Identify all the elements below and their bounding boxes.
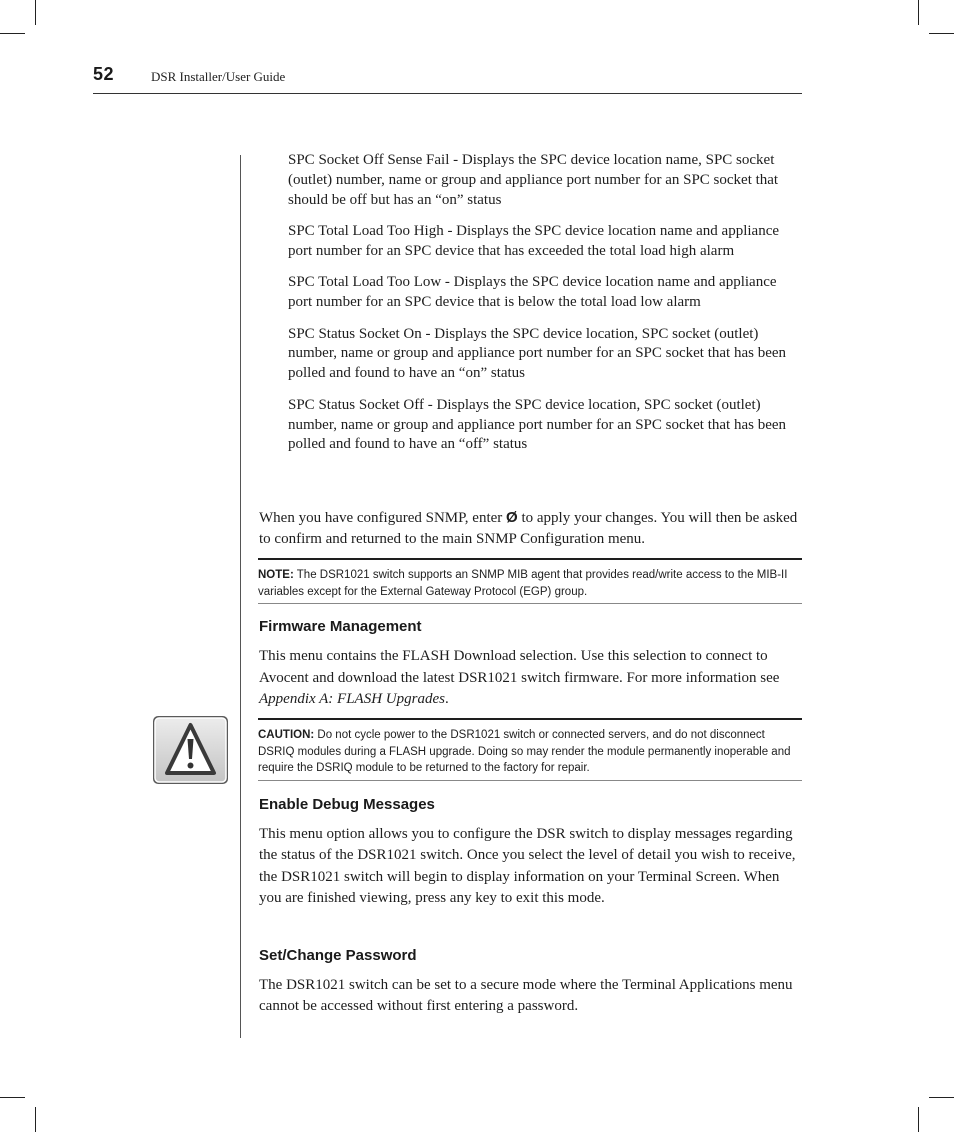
crop-mark (929, 1097, 954, 1098)
crop-mark (918, 1107, 919, 1132)
list-item: SPC Status Socket Off - Displays the SPC device location, SPC socket (outlet) number, name or group and appliance port number for an SPC socket that has been polled and found to have an “off” status (288, 396, 787, 453)
note-label: NOTE: (258, 569, 294, 581)
crop-mark (929, 33, 954, 34)
note-box (258, 558, 802, 604)
debug-heading: Enable Debug Messages (259, 796, 435, 813)
password-heading: Set/Change Password (259, 947, 417, 964)
firmware-paragraph: This menu contains the FLASH Download selection. Use this selection to connect to Avocent and download the latest DSR1021 switch firmware. For more information see Appendix A: FLASH Upgrades. (259, 648, 780, 707)
debug-paragraph: This menu option allows you to configure the DSR switch to display messages regarding the status of the DSR1021 switch. Once you select the level of detail you wish to receive, the DSR1021 switch will begin to display information on your Terminal Screen. When you are finished viewing, press any key to exit this mode. (259, 826, 796, 906)
crop-mark (35, 1107, 36, 1132)
caution-text: Do not cycle power to the DSR1021 switch or connected servers, and do not disconnect DSRIQ modules during a FLASH upgrade. Doing so may render the module permanently inoperable and require the DSRIQ module to be returned to the factory for repair. (258, 729, 791, 774)
list-item: SPC Socket Off Sense Fail - Displays the SPC device location name, SPC socket (outlet) number, name or group and appliance port number for an SPC socket that should be off but has an “on” status (288, 152, 779, 208)
snmp-paragraph: When you have configured SNMP, enter Ø to apply your changes. You will then be asked to confirm and returned to the main SNMP Configuration menu. (259, 509, 798, 547)
alarm-list (288, 151, 800, 467)
crop-mark (0, 1097, 25, 1098)
appendix-reference: Appendix A: FLASH Upgrades (259, 691, 445, 707)
header-rule (93, 93, 802, 94)
list-item: SPC Status Socket On - Displays the SPC device location, SPC socket (outlet) number, name or group and appliance port number for an SPC socket that has been polled and found to have an “on” status (288, 325, 787, 382)
firmware-heading: Firmware Management (259, 618, 422, 635)
list-item: SPC Total Load Too Low - Displays the SPC device location name and appliance port number for an SPC device that is below the total load low alarm (288, 274, 777, 311)
note-text: The DSR1021 switch supports an SNMP MIB agent that provides read/write access to the MIB-II variables except for the External Gateway Protocol (EGP) group. (258, 569, 788, 598)
crop-mark (918, 0, 919, 25)
password-paragraph: The DSR1021 switch can be set to a secure mode where the Terminal Applications menu cannot be accessed without first entering a password. (259, 977, 793, 1014)
list-item: SPC Total Load Too High - Displays the SPC device location name and appliance port number for an SPC device that has exceeded the total load high alarm (288, 223, 780, 259)
running-title: DSR Installer/User Guide (151, 69, 286, 84)
enter-key-symbol: Ø (506, 509, 518, 526)
crop-mark (0, 33, 25, 34)
margin-rule (240, 155, 241, 1038)
caution-label: CAUTION: (258, 729, 315, 741)
caution-box (258, 718, 802, 781)
crop-mark (35, 0, 36, 25)
warning-icon (152, 715, 229, 785)
page-number: 52 (93, 64, 115, 84)
